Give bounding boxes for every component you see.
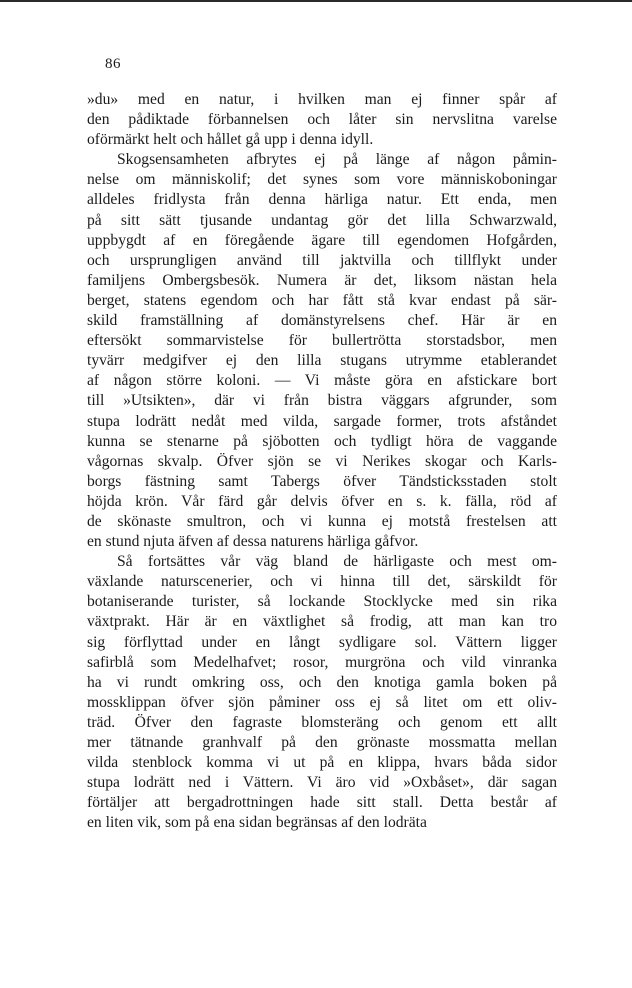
- text-line: vilda stenblock komma vi ut på en klippa, hvars båda sidor: [87, 754, 557, 772]
- text-line: höjda krön. Vår färd går delvis öfver en s. k. fälla, röd af: [87, 492, 557, 510]
- text-line: alldeles fridlysta från denna härliga natur. Ett enda, men: [87, 191, 557, 209]
- text-line: vågornas skvalp. Öfver sjön se vi Nerikes skogar och Karls-: [87, 452, 557, 470]
- top-edge-rule: [0, 0, 632, 2]
- text-line: en stund njuta äfven af dessa naturens härliga gåfvor.: [87, 533, 419, 551]
- paragraph: [87, 552, 557, 833]
- text-line: botaniserande turister, så lockande Stocklycke med sin rika: [87, 593, 557, 611]
- paragraph: [87, 90, 557, 150]
- text-line: sig förflyttad under en långt sydligare sol. Vättern ligger: [87, 633, 557, 651]
- text-line: förtäljer att bergadrottningen hade sitt stall. Detta består af: [87, 794, 557, 812]
- text-line: ha vi rundt omkring oss, och den knotiga gamla boken på: [87, 673, 557, 691]
- text-line: på sitt sätt tjusande undantag gör det lilla Schwarzwald,: [87, 211, 557, 229]
- text-line: eftersökt sommarvistelse för bullertrötta storstadsbor, men: [87, 332, 557, 350]
- text-line: tyvärr medgifver ej den lilla stugans utrymme etablerandet: [87, 352, 557, 370]
- text-line: oförmärkt helt och hållet gå upp i denna idyll.: [87, 131, 374, 149]
- text-line: berget, statens egendom och har fått stå kvar endast på sär-: [87, 291, 557, 309]
- text-line: skild framställning af domänstyrelsens chef. Här är en: [87, 312, 557, 330]
- text-line: de skönaste smultron, och vi kunna ej motstå frestelsen att: [87, 512, 557, 530]
- text-line: mer tätnande granhvalf på den grönaste mossmatta mellan: [87, 734, 557, 751]
- text-line: träd. Öfver den fagraste blomsteräng och genom ett allt: [87, 713, 557, 731]
- text-line: och ursprungligen använd till jaktvilla och tillflykt under: [87, 251, 557, 269]
- text-line: af någon större koloni. — Vi måste göra en afstickare bort: [87, 372, 557, 390]
- text-line: kunna se stenarne på sjöbotten och tydligt höra de vaggande: [87, 432, 557, 450]
- text-line: safirblå som Medelhafvet; rosor, murgröna och vild vinranka: [87, 653, 557, 671]
- text-line: stupa lodrätt nedåt med vilda, sargade former, trots afståndet: [87, 412, 557, 430]
- text-line: borgs fästning samt Tabergs öfver Tändsticksstaden stolt: [87, 472, 557, 490]
- text-line: växtprakt. Här är en växtlighet så frodig, att man kan tro: [87, 613, 557, 631]
- text-line: växlande naturscenerier, och vi hinna till det, särskildt för: [87, 573, 557, 591]
- text-line: Så fortsättes vår väg bland de härligaste och mest om-: [117, 553, 557, 571]
- text-line: uppbygdt af en föregående ägare till egendomen Hofgården,: [87, 231, 557, 249]
- text-line: till »Utsikten», där vi från bistra väggars afgrunder, som: [87, 392, 557, 410]
- text-line: Skogsensamheten afbrytes ej på länge af någon påmin-: [117, 151, 557, 169]
- text-line: »du» med en natur, i hvilken man ej finner spår af: [87, 91, 557, 108]
- text-line: en liten vik, som på ena sidan begränsas af den lodräta: [87, 814, 427, 832]
- text-line: den pådiktade förbannelsen och låter sin nervslitna varelse: [87, 111, 557, 129]
- text-line: familjens Ombergsbesök. Numera är det, liksom nästan hela: [87, 271, 557, 289]
- text-line: mossklippan öfver sjön påminer oss ej så litet om ett oliv-: [87, 693, 557, 711]
- paragraph: [87, 150, 557, 552]
- page-body: [87, 90, 557, 833]
- text-line: stupa lodrätt ned i Vättern. Vi äro vid »Oxbåset», där sagan: [87, 774, 557, 792]
- text-line: nelse om människolif; det synes som vore människoboningar: [87, 171, 557, 189]
- page-number: 86: [105, 56, 121, 72]
